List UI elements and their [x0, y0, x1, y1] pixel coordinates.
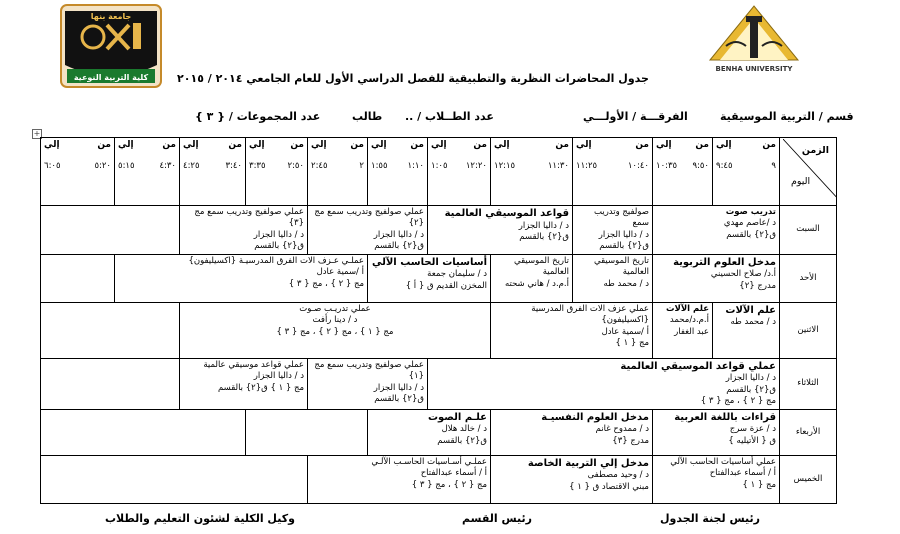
- schedule-table: [40, 137, 837, 504]
- period-3: من إلي ١٠:٤٠ ١١:٢٥: [573, 138, 653, 206]
- period-10: من إلي ٤:٣٠ ٥:١٥: [115, 138, 180, 206]
- signature-schedule-committee: رئيس لجنة الجدول: [660, 512, 760, 525]
- session-cell: عملي صولفيج وتدريب سمع مج {١} د / داليا الجزار ق{٢} بالقسم: [308, 358, 428, 409]
- day-label-sunday: الأحد: [780, 254, 837, 302]
- groups-label: عدد المجموعات / { ٣ }: [195, 110, 321, 123]
- empty-cell: [41, 409, 246, 455]
- session-cell: مدخل العلوم النفسيـة د / ممدوح غانم مدرج {٣}: [491, 409, 653, 455]
- session-cell: تدريب صوت د /عاصم مهدي ق{٢} بالقسم: [653, 206, 780, 255]
- day-label-thursday: الخميس: [780, 455, 837, 503]
- logo-right-text: BENHA UNIVERSITY: [715, 65, 793, 73]
- session-cell: علم الآلات أ.م.د/محمد عبد الغفار: [653, 302, 713, 358]
- day-row-sunday: [41, 254, 837, 302]
- day-row-thursday: [41, 455, 837, 503]
- session-cell: عملـي عـزف الات الفرق المدرسيـة {اكسيليفون} أ /سمية عادل مج { ٢ } ، مج { ٣ }: [115, 254, 368, 302]
- period-9: من إلي ٣:٤٠ ٤:٢٥: [180, 138, 246, 206]
- students-label: عدد الطــلاب / ..: [405, 110, 494, 123]
- table-move-handle[interactable]: +: [33, 129, 41, 138]
- session-cell: مدخل العلوم التربوية أ.د/ صلاح الحسيني مدرج {٢}: [653, 254, 780, 302]
- session-cell: عملي قواعد الموسيقي العالمية د / داليا الجزار ق{٢} بالقسم مج { ٢ } ، مج { ٣ }: [428, 358, 780, 409]
- period-1: من إلي ٩ ٩:٤٥: [713, 138, 780, 206]
- department-label: قسم / التربية الموسيقية: [720, 110, 854, 123]
- time-header-row: [41, 138, 837, 206]
- session-cell: عملي عزف الات الفرق المدرسية {اكسيليفون} أ /سمية عادل مج { ١ }: [491, 302, 653, 358]
- header-corner: [780, 138, 837, 206]
- day-label-wednesday: الأربعاء: [780, 409, 837, 455]
- empty-cell: [41, 358, 180, 409]
- session-cell: عملي أساسيات الحاسب الآلي أ / أسماء عبدالفتاح مج { ١ }: [653, 455, 780, 503]
- year-label: الفرقـــة / الأولـــي: [583, 110, 688, 123]
- day-label-tuesday: الثلاثاء: [780, 358, 837, 409]
- session-cell: قراءات باللغة العربية د / عزة سرج ق { الأتيليه }: [653, 409, 780, 455]
- signature-department-head: رئيس القسم: [462, 512, 532, 525]
- session-cell: علم الآلات د / محمد طه: [713, 302, 780, 358]
- session-cell: مدخل إلي التربية الخاصة د / وحيد مصطفى مبني الاقتصاد ق { ١ }: [491, 455, 653, 503]
- day-row-tuesday: [41, 358, 837, 409]
- day-label-monday: الاثنين: [780, 302, 837, 358]
- university-logo: [706, 2, 802, 78]
- period-2: من إلي ٩:٥٠ ١٠:٣٥: [653, 138, 713, 206]
- day-row-wednesday: [41, 409, 837, 455]
- empty-cell: [41, 206, 180, 255]
- period-5: من إلي ١٢:٢٠ ١:٠٥: [428, 138, 491, 206]
- corner-day-label: اليوم: [791, 176, 811, 188]
- day-label-saturday: السبت: [780, 206, 837, 255]
- session-cell: عملـي أسـاسيات الحاسـب الآلـي أ / أسماء عبدالفتاح مج { ٢ } ، مج { ٣ }: [308, 455, 491, 503]
- session-cell: قواعد الموسيقي العالمية د / داليا الجزار ق{٢} بالقسم: [428, 206, 573, 255]
- session-cell: عملي قواعد موسيقي عالمية د / داليا الجزار مج { ١ } ق{٢} بالقسم: [180, 358, 308, 409]
- faculty-logo: [59, 3, 163, 89]
- session-cell: أساسيات الحاسب الآلي د / سليمان جمعة المخزن القديم ق { أ }: [368, 254, 491, 302]
- empty-cell: [41, 254, 115, 302]
- session-cell: عملي تدريـب صـوت د / دينا رأفت مج { ١ } ، مج { ٢ } ، مج { ٣ }: [180, 302, 491, 358]
- session-cell: عملي صولفيج وتدريب سمع مج {٢} د / داليا الجزار ق{٢} بالقسم: [308, 206, 428, 255]
- session-cell: علـم الصوت د / خالد هلال ق{٢} بالقسم: [368, 409, 491, 455]
- session-cell: صولفيج وتدريب سمع د / داليا الجزار ق{٢} بالقسم: [573, 206, 653, 255]
- period-11: من إلي ٥:٢٠ ٦:٠٥: [41, 138, 115, 206]
- day-row-monday: [41, 302, 837, 358]
- empty-cell: [41, 302, 180, 358]
- period-6: من إلي ١:١٠ ١:٥٥: [368, 138, 428, 206]
- corner-time-label: الزمن: [801, 145, 829, 156]
- logo-left-banner: كلية التربية النوعية: [73, 73, 149, 82]
- period-8: من إلي ٢:٥٠ ٣:٣٥: [246, 138, 308, 206]
- empty-cell: [41, 455, 308, 503]
- logo-left-text: جامعة بنها: [90, 12, 132, 21]
- schedule-title: جدول المحاضرات النظرية والتطبيقية للفصل الدراسي الأول للعام الجامعي ٢٠١٤ / ٢٠١٥: [177, 72, 649, 85]
- period-4: من إلي ١١:٣٠ ١٢:١٥: [491, 138, 573, 206]
- session-cell: عملي صولفيج وتدريب سمع مج {٣} د / داليا الجزار ق{٢} بالقسم: [180, 206, 308, 255]
- day-row-saturday: [41, 206, 837, 255]
- period-7: من إلي ٢ ٢:٤٥: [308, 138, 368, 206]
- session-cell: تاريخ الموسيقي العالمية د / محمد طه: [573, 254, 653, 302]
- signature-vice-dean: وكيل الكلية لشئون التعليم والطلاب: [105, 512, 295, 525]
- empty-cell: [246, 409, 368, 455]
- student-label: طالب: [352, 110, 383, 123]
- session-cell: تاريخ الموسيقي العالمية أ.م.د / هاني شحته: [491, 254, 573, 302]
